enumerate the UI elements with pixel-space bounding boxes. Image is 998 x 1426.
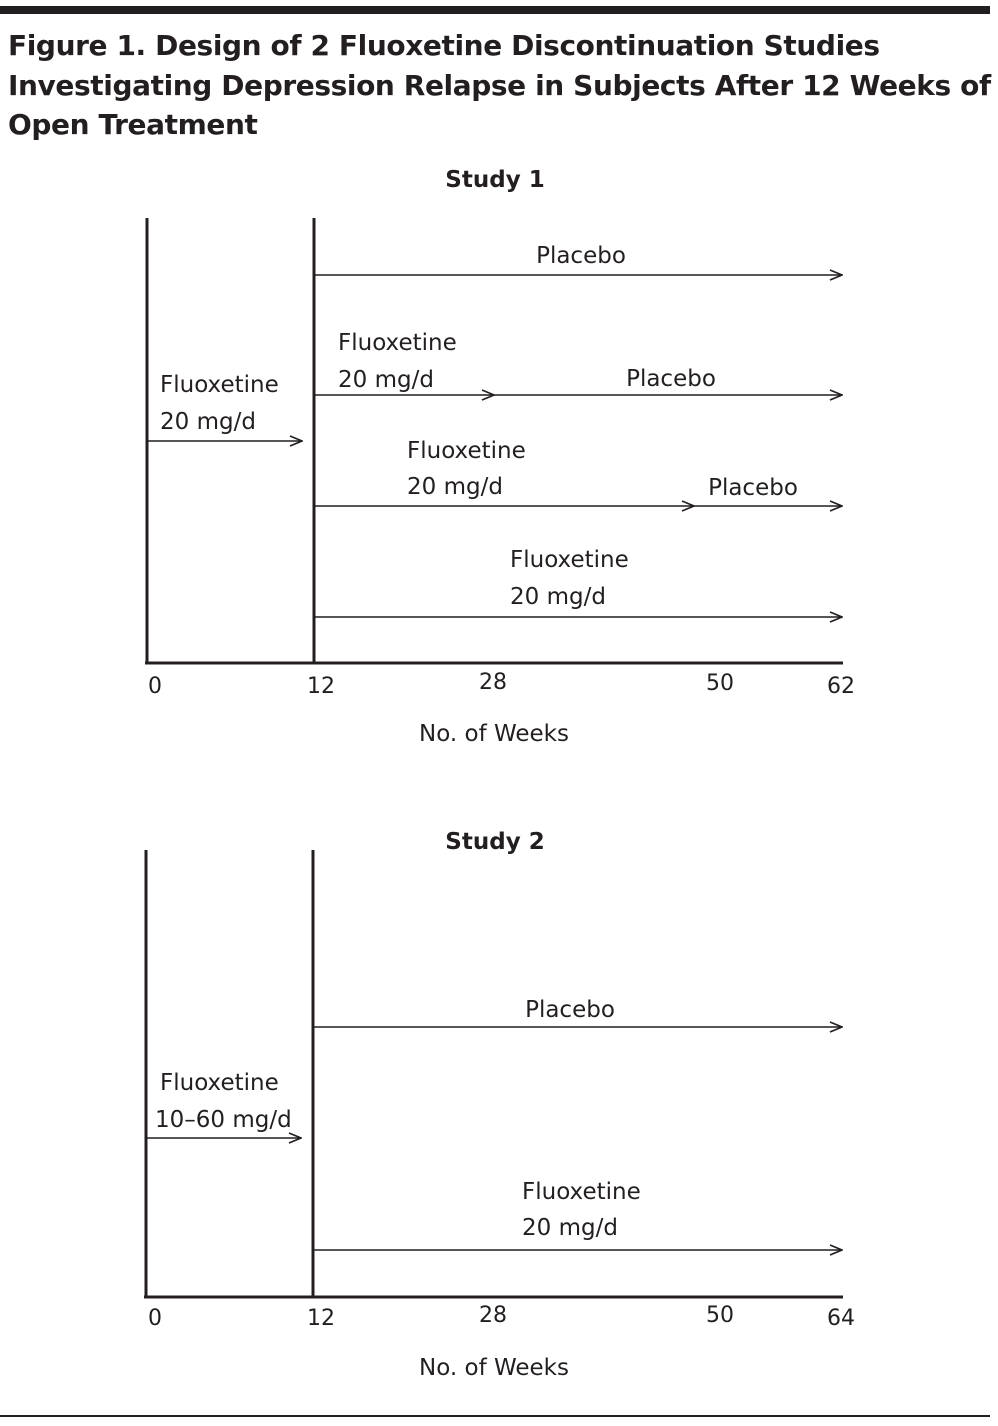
study-1-open-phase-dose: 20 mg/d (160, 409, 256, 435)
study-1-arm-1-label: Placebo (536, 243, 626, 269)
study-1-arm-3-placebo-label: Placebo (708, 475, 798, 501)
study-1-tick-62: 62 (827, 674, 855, 699)
study-1-open-phase-drug: Fluoxetine (160, 372, 279, 398)
study-1-tick-12: 12 (307, 674, 335, 699)
study-1-title: Study 1 (445, 167, 545, 193)
study-2-arm-2-drug: Fluoxetine (522, 1179, 641, 1205)
study-2-tick-12: 12 (307, 1306, 335, 1331)
study-2-panel (144, 829, 855, 1381)
study-2-arm-2-dose: 20 mg/d (522, 1215, 618, 1241)
study-1-arm-4-drug: Fluoxetine (510, 547, 629, 573)
study-1-tick-50: 50 (706, 671, 734, 696)
study-1-arm-4-dose: 20 mg/d (510, 584, 606, 610)
study-1-x-axis-label: No. of Weeks (419, 721, 569, 747)
study-2-title: Study 2 (445, 829, 545, 855)
study-1-arm-2-dose: 20 mg/d (338, 367, 434, 393)
study-2-tick-28: 28 (479, 1303, 507, 1328)
bottom-rule (0, 1415, 990, 1417)
study-1-tick-0: 0 (148, 674, 162, 699)
study-2-open-phase-dose: 10–60 mg/d (155, 1107, 292, 1133)
figure-title: Figure 1. Design of 2 Fluoxetine Discontinuation Studies Investigating Depression Relapse in Subjects After 12 Weeks of Open Treatment (8, 29, 991, 141)
study-2-tick-50: 50 (706, 1303, 734, 1328)
study-1-tick-28: 28 (479, 670, 507, 695)
study-1-arm-2-placebo-label: Placebo (626, 366, 716, 392)
study-1-arm-3-dose: 20 mg/d (407, 474, 503, 500)
study-1-panel (145, 167, 855, 747)
study-1-arm-2-drug: Fluoxetine (338, 330, 457, 356)
study-2-tick-64: 64 (827, 1306, 855, 1331)
study-2-open-phase-drug: Fluoxetine (160, 1070, 279, 1096)
study-2-arm-1-label: Placebo (525, 997, 615, 1023)
study-2-tick-0: 0 (148, 1306, 162, 1331)
study-1-arm-3-drug: Fluoxetine (407, 438, 526, 464)
study-2-x-axis-label: No. of Weeks (419, 1355, 569, 1381)
